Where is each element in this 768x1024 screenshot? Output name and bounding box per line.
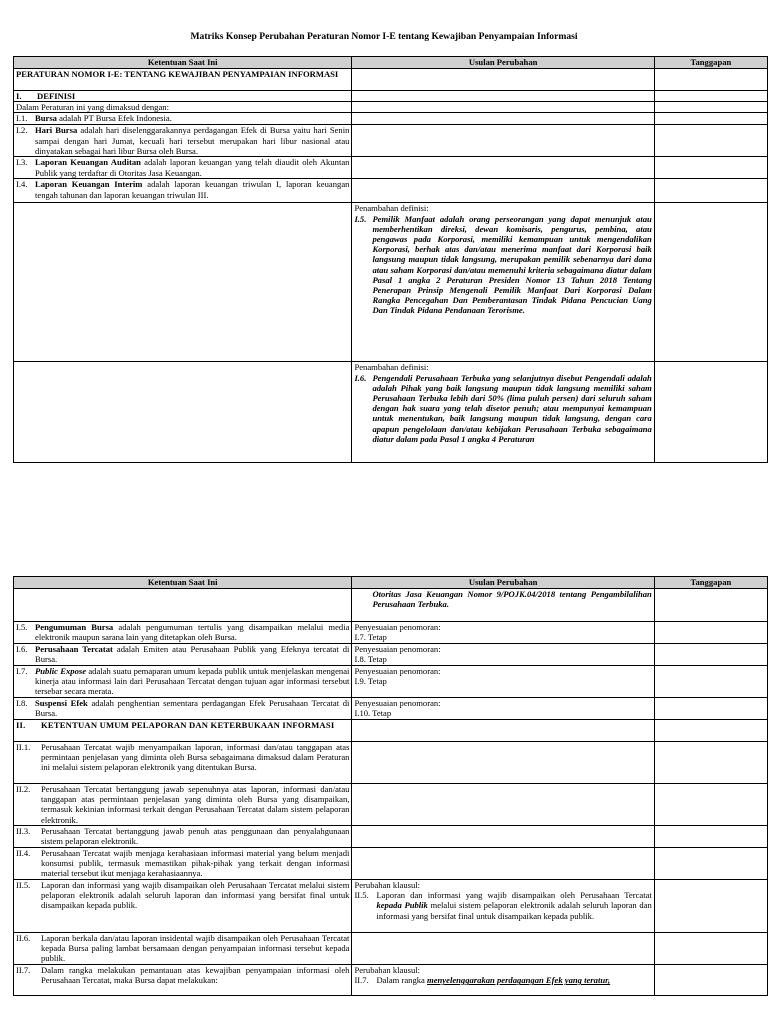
response-cell[interactable] <box>654 362 767 463</box>
definition-item: I.2. Hari Bursa adalah hari diselenggarakannya perdagangan Efek di Bursa yaitu hari Senin sampai dengan hari Jumat, kecuali hari tersebut merupakan hari libur nasional atau dinyatakan sebagai hari libur Bursa oleh Bursa. <box>16 125 350 156</box>
table-row <box>14 113 768 125</box>
response-cell[interactable] <box>654 179 767 203</box>
proposed-change-cell: Penyesuaian penomoran: I.9. Tetap <box>352 666 654 698</box>
header-current-provision: Ketentuan Saat Ini <box>14 57 352 69</box>
table-row <box>14 880 768 933</box>
proposed-change-cell <box>352 203 654 362</box>
provision-item: II.6. Laporan berkala dan/atau laporan insidental wajib disampaikan oleh Perusahaan Tercatat kepada Bursa paling lambat bersamaan dengan penyampaian informasi tersebut kepada publik. <box>16 933 350 964</box>
definition-item: I.8. Suspensi Efek adalah penghentian sementara perdagangan Efek Perusahaan Tercatat di Bursa. <box>16 698 350 719</box>
table-row <box>14 91 768 102</box>
section-heading: II. KETENTUAN UMUM PELAPORAN DAN KETERBUKAAN INFORMASI <box>16 720 335 730</box>
response-cell[interactable] <box>654 157 767 179</box>
proposed-change-cell: Penyesuaian penomoran: I.10. Tetap <box>352 698 654 720</box>
header-response: Tanggapan <box>654 577 767 589</box>
header-row <box>14 577 768 589</box>
section-heading: I. DEFINISI <box>16 91 76 101</box>
header-current-provision: Ketentuan Saat Ini <box>14 577 352 589</box>
provision-item: II.3. Perusahaan Tercatat bertanggung jawab penuh atas penggunaan dan penyalahgunaan sistem pelaporan elektronik. <box>16 826 350 847</box>
response-cell[interactable] <box>654 720 767 742</box>
response-cell[interactable] <box>654 698 767 720</box>
table-row <box>14 720 768 742</box>
header-row <box>14 57 768 69</box>
change-label: Penambahan definisi: <box>354 203 429 214</box>
table-row <box>14 125 768 157</box>
response-cell[interactable] <box>654 933 767 965</box>
table-row <box>14 965 768 996</box>
table-row <box>14 848 768 880</box>
provision-item: II.7. Dalam rangka melakukan pemantauan atas kewajiban penyampaian informasi oleh Perusahaan Tercatat, maka Bursa dapat melakukan: <box>16 965 350 986</box>
table-row <box>14 69 768 91</box>
proposed-change-cell: Penyesuaian penomoran: I.8. Tetap <box>352 644 654 666</box>
response-cell[interactable] <box>654 589 767 622</box>
change-label: Penambahan definisi: <box>354 362 429 373</box>
table-row <box>14 179 768 203</box>
table-row <box>14 589 768 622</box>
response-cell[interactable] <box>654 91 767 102</box>
table-row <box>14 203 768 362</box>
response-cell[interactable] <box>654 125 767 157</box>
proposed-change-cell <box>352 362 654 463</box>
response-cell[interactable] <box>654 965 767 996</box>
definition-item: I.7. Public Expose adalah suatu pemaparan umum kepada publik untuk menjelaskan mengenai kinerja atau informasi lain dari Perusahaan Tercatat dengan tujuan agar informasi tersebut tersebar secara merata. <box>16 666 350 697</box>
header-proposed-change: Usulan Perubahan <box>352 577 654 589</box>
matrix-table-page-1 <box>13 56 768 463</box>
provision-item: II.2. Perusahaan Tercatat bertanggung jawab sepenuhnya atas laporan, informasi dan/atau tanggapan atas permintaan penjelasan yang diminta oleh Bursa yang disampaikan, termasuk kekinian informasi terkait dengan Perusahaan Tercatat dalam sistem pelaporan elektronik. <box>16 784 350 825</box>
response-cell[interactable] <box>654 742 767 784</box>
table-row <box>14 622 768 644</box>
regulation-heading: PERATURAN NOMOR I-E: TENTANG KEWAJIBAN PENYAMPAIAN INFORMASI <box>14 69 352 91</box>
definition-item: I.1. Bursa adalah PT Bursa Efek Indonesia. <box>16 113 172 124</box>
new-definition: I.5. Pemilik Manfaat adalah orang perseorangan yang dapat menunjuk atau memberhentikan direksi, dewan komisaris, pengurus, pembina, atau pengawas pada Korporasi, memiliki kemampuan untuk mengendalikan Korporasi, berhak atas dan/atau menerima manfaat dari Korporasi baik langsung maupun tidak langsung, merupakan pemilik sebenarnya dari dana atau saham Korporasi dan/atau memenuhi kriteria sebagaimana diatur dalam Pasal 1 angka 2 Peraturan Presiden Nomor 13 Tahun 2018 Tentang Penerapan Prinsip Mengenali Pemilik Manfaat Dari Korporasi Dalam Rangka Pencegahan Dan Pemberantasan Tindak Pidana Pencucian Uang Dan Tindak Pidana Pendanaan Terorisme. <box>354 213 652 316</box>
response-cell[interactable] <box>654 826 767 848</box>
table-row <box>14 742 768 784</box>
proposed-change-cell: Perubahan klausul: II.7. Dalam rangka menyelenggarakan perdagangan Efek yang teratur, <box>352 965 654 996</box>
definition-intro: Dalam Peraturan ini yang dimaksud dengan: <box>14 102 352 113</box>
table-row <box>14 102 768 113</box>
table-row <box>14 362 768 463</box>
table-row <box>14 698 768 720</box>
response-cell[interactable] <box>654 666 767 698</box>
provision-item: II.4. Perusahaan Tercatat wajib menjaga kerahasiaan informasi material yang belum menjadi konsumsi publik, termasuk memastikan pihak-pihak yang terkait dengan informasi material tersebut ikut menjaga kerahasiaannya. <box>16 848 350 879</box>
definition-continuation: Otoritas Jasa Keuangan Nomor 9/POJK.04/2018 tentang Pengambilalihan Perusahaan Terbuka. <box>372 589 652 610</box>
proposed-change-cell <box>352 589 654 622</box>
response-cell[interactable] <box>654 69 767 91</box>
response-cell[interactable] <box>654 203 767 362</box>
definition-item: I.6. Perusahaan Tercatat adalah Emiten atau Perusahaan Publik yang Efeknya tercatat di Bursa. <box>16 644 350 665</box>
document-title: Matriks Konsep Perubahan Peraturan Nomor I-E tentang Kewajiban Penyampaian Informasi <box>190 31 578 42</box>
table-row <box>14 826 768 848</box>
new-definition: I.6. Pengendali Perusahaan Terbuka yang selanjutnya disebut Pengendali adalah adalah Pihak yang baik langsung maupun tidak langsung memiliki saham Perusahaan Terbuka lebih dari 50% (lima puluh persen) dari seluruh saham dengan hak suara yang telah disetor penuh; atau mempunyai kemampuan untuk menentukan, baik langsung maupun tidak langsung, dengan cara apapun pengelolaan dan/atau kebijakan Perusahaan Terbuka sebagaimana diatur dalam pada Pasal 1 angka 4 Peraturan <box>354 372 652 444</box>
table-row <box>14 933 768 965</box>
definition-item: I.5. Pengumuman Bursa adalah pengumuman tertulis yang disampaikan melalui media elektronik maupun sarana lain yang ditetapkan oleh Bursa. <box>16 622 350 643</box>
table-row <box>14 644 768 666</box>
header-response: Tanggapan <box>654 57 767 69</box>
response-cell[interactable] <box>654 880 767 933</box>
response-cell[interactable] <box>654 784 767 826</box>
proposed-change-cell: Penyesuaian penomoran: I.7. Tetap <box>352 622 654 644</box>
table-row <box>14 784 768 826</box>
matrix-table-page-2 <box>13 576 768 996</box>
response-cell[interactable] <box>654 644 767 666</box>
response-cell[interactable] <box>654 102 767 113</box>
response-cell[interactable] <box>654 622 767 644</box>
response-cell[interactable] <box>654 113 767 125</box>
provision-item: II.1. Perusahaan Tercatat wajib menyampaikan laporan, informasi dan/atau tanggapan atas permintaan penjelasan yang diminta oleh Bursa sebagaimana dimaksud dalam Peraturan ini melalui sistem pelaporan elektronik yang ditentukan Bursa. <box>16 742 350 773</box>
definition-item: I.3. Laporan Keuangan Auditan adalah laporan keuangan yang telah diaudit oleh Akuntan Publik yang terdaftar di Otoritas Jasa Keuangan. <box>16 157 350 178</box>
table-row <box>14 157 768 179</box>
provision-item: II.5. Laporan dan informasi yang wajib disampaikan oleh Perusahaan Tercatat melalui sistem pelaporan elektronik adalah seluruh laporan dan informasi yang bersifat final untuk disampaikan kepada publik. <box>16 880 350 911</box>
header-proposed-change: Usulan Perubahan <box>352 57 654 69</box>
definition-item: I.4. Laporan Keuangan Interim adalah laporan keuangan triwulan I, laporan keuangan tengah tahunan dan laporan keuangan triwulan III. <box>16 179 350 200</box>
response-cell[interactable] <box>654 848 767 880</box>
table-row <box>14 666 768 698</box>
proposed-change-cell: Perubahan klausul: II.5. Laporan dan informasi yang wajib disampaikan oleh Perusahaan Tercatat kepada Publik melalui sistem pelaporan elektronik adalah seluruh laporan dan informasi yang bersifat final untuk disampaikan kepada publik. <box>352 880 654 933</box>
